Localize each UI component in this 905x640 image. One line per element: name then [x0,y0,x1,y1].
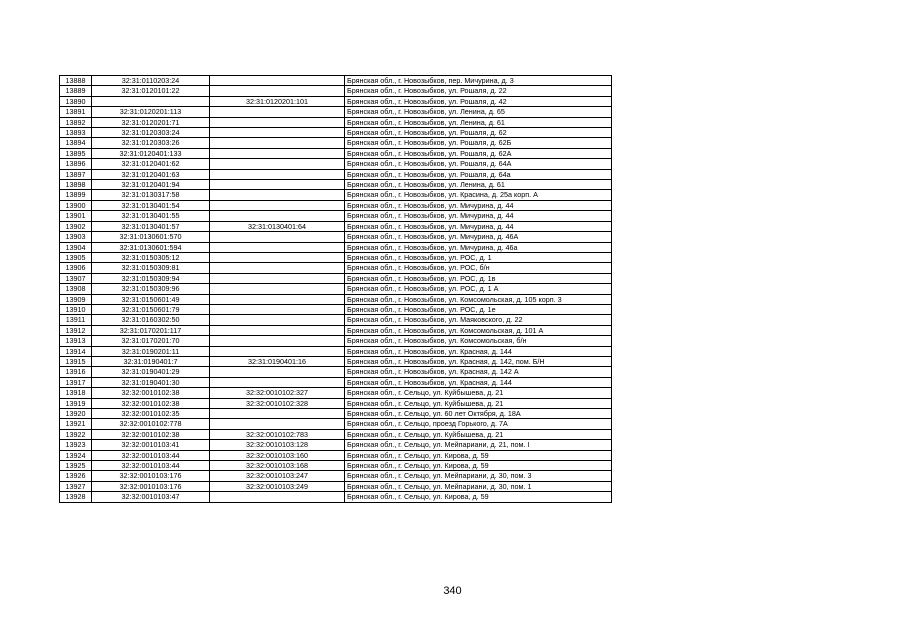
object-number-cell: 32:32:0010103:249 [210,481,345,491]
object-number-cell: 32:32:0010103:247 [210,471,345,481]
address-cell: Брянская обл., г. Сельцо, ул. Мейпариани, д. 30, пом. 3 [345,471,612,481]
row-number-cell: 13924 [60,450,92,460]
object-number-cell [210,367,345,377]
table-row [60,450,612,460]
cadastral-number-cell: 32:31:0120201:113 [92,107,210,117]
address-cell: Брянская обл., г. Сельцо, ул. Куйбышева, д. 21 [345,388,612,398]
cadastral-number-cell: 32:31:0130401:57 [92,221,210,231]
table-row [60,388,612,398]
cadastral-number-cell: 32:31:0130401:55 [92,211,210,221]
row-number-cell: 13907 [60,273,92,283]
row-number-cell: 13918 [60,388,92,398]
cadastral-number-cell: 32:32:0010103:176 [92,471,210,481]
address-cell: Брянская обл., г. Новозыбков, ул. Красная, д. 142, пом. Б/Н [345,356,612,366]
row-number-cell: 13903 [60,232,92,242]
registry-body [60,76,612,503]
table-row [60,461,612,471]
object-number-cell [210,492,345,502]
table-row [60,76,612,86]
object-number-cell [210,107,345,117]
row-number-cell: 13908 [60,284,92,294]
row-number-cell: 13891 [60,107,92,117]
row-number-cell: 13913 [60,336,92,346]
row-number-cell: 13900 [60,200,92,210]
table-row [60,232,612,242]
table-row [60,273,612,283]
cadastral-number-cell: 32:31:0190201:11 [92,346,210,356]
row-number-cell: 13889 [60,86,92,96]
cadastral-number-cell: 32:32:0010103:41 [92,440,210,450]
row-number-cell: 13893 [60,128,92,138]
row-number-cell: 13902 [60,221,92,231]
table-row [60,325,612,335]
object-number-cell [210,159,345,169]
row-number-cell: 13895 [60,148,92,158]
object-number-cell [210,117,345,127]
cadastral-number-cell: 32:31:0150305:12 [92,252,210,262]
cadastral-number-cell: 32:31:0130401:54 [92,200,210,210]
row-number-cell: 13901 [60,211,92,221]
registry-table [59,75,612,503]
cadastral-number-cell: 32:32:0010103:47 [92,492,210,502]
address-cell: Брянская обл., г. Новозыбков, ул. Комсомольская, б/н [345,336,612,346]
address-cell: Брянская обл., г. Новозыбков, ул. Красная, д. 144 [345,377,612,387]
row-number-cell: 13912 [60,325,92,335]
object-number-cell [210,128,345,138]
object-number-cell: 32:32:0010102:327 [210,388,345,398]
object-number-cell [210,263,345,273]
table-row [60,148,612,158]
cadastral-number-cell: 32:31:0130317:58 [92,190,210,200]
address-cell: Брянская обл., г. Новозыбков, ул. Комсомольская, д. 101 А [345,325,612,335]
object-number-cell [210,409,345,419]
row-number-cell: 13922 [60,429,92,439]
address-cell: Брянская обл., г. Новозыбков, ул. Мичурина, д. 46а [345,242,612,252]
table-row [60,190,612,200]
object-number-cell [210,138,345,148]
table-row [60,242,612,252]
row-number-cell: 13919 [60,398,92,408]
address-cell: Брянская обл., г. Новозыбков, ул. Красина, д. 25а корп. А [345,190,612,200]
table-row [60,409,612,419]
table-row [60,180,612,190]
table-row [60,221,612,231]
table-row [60,346,612,356]
object-number-cell [210,419,345,429]
object-number-cell [210,76,345,86]
table-row [60,356,612,366]
table-row [60,169,612,179]
address-cell: Брянская обл., г. Новозыбков, ул. Мичурина, д. 44 [345,200,612,210]
row-number-cell: 13888 [60,76,92,86]
address-cell: Брянская обл., г. Сельцо, ул. Кирова, д. 59 [345,461,612,471]
table-row [60,263,612,273]
cadastral-number-cell: 32:32:0010102:778 [92,419,210,429]
row-number-cell: 13926 [60,471,92,481]
object-number-cell [210,284,345,294]
table-row [60,367,612,377]
row-number-cell: 13894 [60,138,92,148]
cadastral-number-cell: 32:31:0120201:71 [92,117,210,127]
row-number-cell: 13917 [60,377,92,387]
object-number-cell: 32:31:0130401:64 [210,221,345,231]
table-row [60,419,612,429]
cadastral-number-cell: 32:32:0010102:38 [92,398,210,408]
row-number-cell: 13899 [60,190,92,200]
address-cell: Брянская обл., г. Новозыбков, ул. РОС, б/н [345,263,612,273]
table-row [60,200,612,210]
table-row [60,138,612,148]
table-row [60,294,612,304]
cadastral-number-cell: 32:31:0120401:94 [92,180,210,190]
address-cell: Брянская обл., г. Новозыбков, ул. Рошаля, д. 42 [345,96,612,106]
cadastral-number-cell: 32:31:0150601:79 [92,304,210,314]
row-number-cell: 13921 [60,419,92,429]
object-number-cell: 32:32:0010103:160 [210,450,345,460]
row-number-cell: 13905 [60,252,92,262]
table-row [60,492,612,502]
row-number-cell: 13927 [60,481,92,491]
table-row [60,252,612,262]
address-cell: Брянская обл., г. Новозыбков, ул. Рошаля, д. 62 [345,128,612,138]
address-cell: Брянская обл., г. Новозыбков, ул. Красная, д. 144 [345,346,612,356]
address-cell: Брянская обл., г. Новозыбков, ул. Рошаля, д. 62А [345,148,612,158]
object-number-cell [210,180,345,190]
cadastral-number-cell: 32:31:0150601:49 [92,294,210,304]
table-row [60,128,612,138]
object-number-cell [210,336,345,346]
object-number-cell: 32:32:0010102:783 [210,429,345,439]
row-number-cell: 13916 [60,367,92,377]
row-number-cell: 13897 [60,169,92,179]
address-cell: Брянская обл., г. Новозыбков, ул. Маяковского, д. 22 [345,315,612,325]
address-cell: Брянская обл., г. Новозыбков, ул. Красная, д. 142 А [345,367,612,377]
address-cell: Брянская обл., г. Новозыбков, ул. Ленина, д. 61 [345,180,612,190]
cadastral-number-cell: 32:31:0120101:22 [92,86,210,96]
address-cell: Брянская обл., г. Новозыбков, ул. Ленина, д. 61 [345,117,612,127]
row-number-cell: 13909 [60,294,92,304]
object-number-cell: 32:31:0120201:101 [210,96,345,106]
table-row [60,471,612,481]
object-number-cell [210,169,345,179]
object-number-cell [210,325,345,335]
object-number-cell [210,377,345,387]
address-cell: Брянская обл., г. Новозыбков, ул. Мичурина, д. 46А [345,232,612,242]
cadastral-number-cell: 32:31:0120303:26 [92,138,210,148]
address-cell: Брянская обл., г. Новозыбков, пер. Мичурина, д. 3 [345,76,612,86]
object-number-cell [210,252,345,262]
cadastral-number-cell: 32:31:0190401:7 [92,356,210,366]
object-number-cell: 32:32:0010103:128 [210,440,345,450]
object-number-cell [210,346,345,356]
cadastral-number-cell: 32:32:0010102:38 [92,388,210,398]
row-number-cell: 13923 [60,440,92,450]
cadastral-number-cell: 32:31:0150309:81 [92,263,210,273]
cadastral-number-cell: 32:32:0010103:44 [92,450,210,460]
object-number-cell: 32:32:0010102:328 [210,398,345,408]
table-row [60,159,612,169]
row-number-cell: 13928 [60,492,92,502]
row-number-cell: 13910 [60,304,92,314]
cadastral-number-cell: 32:31:0120401:62 [92,159,210,169]
table-row [60,284,612,294]
address-cell: Брянская обл., г. Новозыбков, ул. РОС, д. 1е [345,304,612,314]
table-row [60,315,612,325]
object-number-cell [210,242,345,252]
cadastral-number-cell: 32:32:0010103:176 [92,481,210,491]
address-cell: Брянская обл., г. Новозыбков, ул. Мичурина, д. 44 [345,221,612,231]
cadastral-number-cell: 32:31:0120303:24 [92,128,210,138]
address-cell: Брянская обл., г. Сельцо, ул. Куйбышева, д. 21 [345,398,612,408]
cadastral-number-cell: 32:32:0010102:35 [92,409,210,419]
table-row [60,107,612,117]
address-cell: Брянская обл., г. Новозыбков, ул. Рошаля, д. 62Б [345,138,612,148]
cadastral-number-cell: 32:31:0190401:29 [92,367,210,377]
object-number-cell [210,232,345,242]
row-number-cell: 13920 [60,409,92,419]
table-row [60,398,612,408]
table-row [60,429,612,439]
object-number-cell [210,315,345,325]
cadastral-number-cell: 32:31:0130601:570 [92,232,210,242]
cadastral-number-cell: 32:31:0150309:96 [92,284,210,294]
row-number-cell: 13892 [60,117,92,127]
cadastral-number-cell: 32:31:0110203:24 [92,76,210,86]
object-number-cell [210,200,345,210]
cadastral-number-cell: 32:31:0150309:94 [92,273,210,283]
table-row [60,211,612,221]
address-cell: Брянская обл., г. Новозыбков, ул. Рошаля, д. 22 [345,86,612,96]
object-number-cell [210,148,345,158]
row-number-cell: 13890 [60,96,92,106]
table-row [60,117,612,127]
object-number-cell [210,211,345,221]
table-row [60,304,612,314]
cadastral-number-cell: 32:32:0010103:44 [92,461,210,471]
cadastral-number-cell: 32:31:0120401:133 [92,148,210,158]
table-row [60,336,612,346]
object-number-cell: 32:32:0010103:168 [210,461,345,471]
row-number-cell: 13914 [60,346,92,356]
address-cell: Брянская обл., г. Сельцо, ул. Мейпариани, д. 21, пом. I [345,440,612,450]
row-number-cell: 13904 [60,242,92,252]
row-number-cell: 13896 [60,159,92,169]
cadastral-number-cell: 32:32:0010102:38 [92,429,210,439]
object-number-cell [210,190,345,200]
object-number-cell [210,294,345,304]
address-cell: Брянская обл., г. Новозыбков, ул. РОС, д. 1 [345,252,612,262]
row-number-cell: 13925 [60,461,92,471]
row-number-cell: 13911 [60,315,92,325]
address-cell: Брянская обл., г. Новозыбков, ул. РОС, д. 1в [345,273,612,283]
address-cell: Брянская обл., г. Сельцо, ул. Кирова, д. 59 [345,492,612,502]
address-cell: Брянская обл., г. Сельцо, проезд Горького, д. 7А [345,419,612,429]
row-number-cell: 13906 [60,263,92,273]
cadastral-number-cell: 32:31:0170201:70 [92,336,210,346]
address-cell: Брянская обл., г. Сельцо, ул. Куйбышева, д. 21 [345,429,612,439]
address-cell: Брянская обл., г. Новозыбков, ул. Ленина, д. 65 [345,107,612,117]
address-cell: Брянская обл., г. Новозыбков, ул. Мичурина, д. 44 [345,211,612,221]
page-number: 340 [443,585,462,597]
address-cell: Брянская обл., г. Новозыбков, ул. Рошаля, д. 64А [345,159,612,169]
object-number-cell [210,273,345,283]
table-row [60,86,612,96]
table-row [60,481,612,491]
cadastral-number-cell: 32:31:0170201:117 [92,325,210,335]
table-row [60,377,612,387]
address-cell: Брянская обл., г. Сельцо, ул. Кирова, д. 59 [345,450,612,460]
cadastral-number-cell: 32:31:0190401:30 [92,377,210,387]
address-cell: Брянская обл., г. Сельцо, ул. 60 лет Октября, д. 18А [345,409,612,419]
address-cell: Брянская обл., г. Сельцо, ул. Мейпариани, д. 30, пом. 1 [345,481,612,491]
address-cell: Брянская обл., г. Новозыбков, ул. Рошаля, д. 64а [345,169,612,179]
address-cell: Брянская обл., г. Новозыбков, ул. РОС, д. 1 А [345,284,612,294]
cadastral-number-cell: 32:31:0160302:50 [92,315,210,325]
table-row [60,440,612,450]
table-row [60,96,612,106]
object-number-cell [210,304,345,314]
row-number-cell: 13898 [60,180,92,190]
object-number-cell: 32:31:0190401:16 [210,356,345,366]
row-number-cell: 13915 [60,356,92,366]
object-number-cell [210,86,345,96]
cadastral-number-cell: 32:31:0130601:594 [92,242,210,252]
address-cell: Брянская обл., г. Новозыбков, ул. Комсомольская, д. 105 корп. 3 [345,294,612,304]
cadastral-number-cell [92,96,210,106]
cadastral-number-cell: 32:31:0120401:63 [92,169,210,179]
